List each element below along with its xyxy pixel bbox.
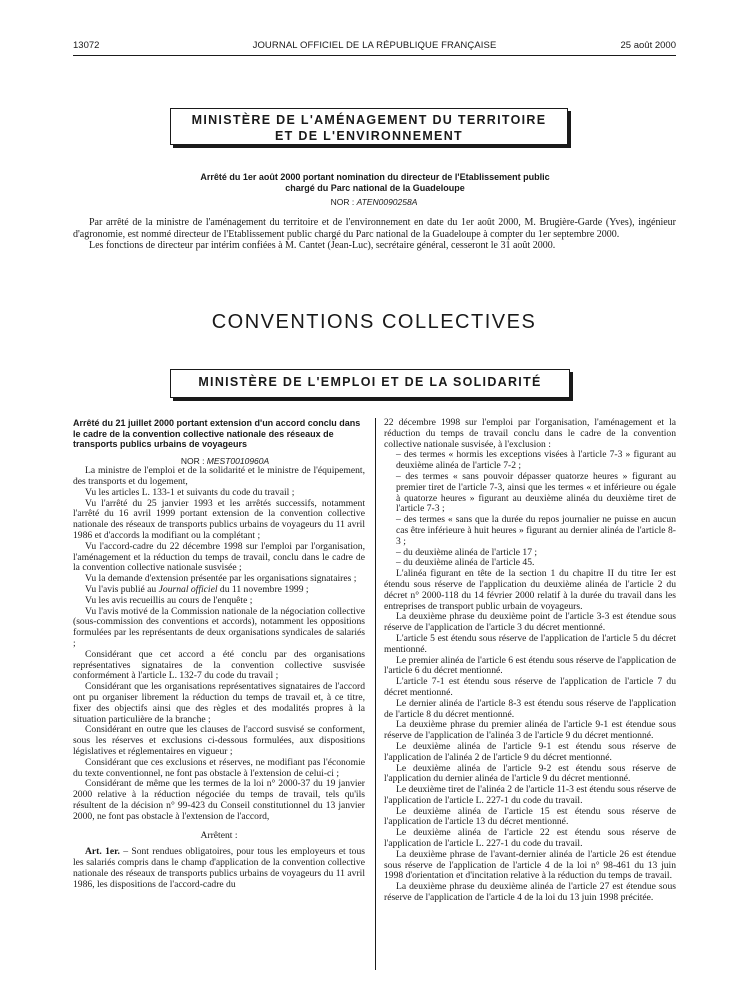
paragraph: L'article 5 est étendu sous réserve de l'application de l'article 5 du décret mentionné.: [384, 632, 676, 655]
header-rule: [73, 55, 676, 56]
article-label: Art. 1er.: [85, 846, 120, 858]
nor-reference-1: [0, 197, 748, 207]
nor-value: ATEN0090258A: [356, 197, 418, 207]
paragraph: Considérant de même que les termes de la loi n° 2000-37 du 19 janvier 2000 relative à la réduction négociée du temps de travail, tels qu'ils résultent de la décision n° 99-423 du Conseil constitutionnel du 13 janvier 2000, ne font pas obstacle à l'extension de l'accord,: [73, 778, 365, 822]
paragraph: L'alinéa figurant en tête de la section 1 du chapitre II du titre Ier est étendu sous réserve de l'application du deuxième alinéa de l'article 2 du décret n° 2000-118 du 14 février 2000 relatif à la durée du travail dans les entreprises de transport public urbain de voyageurs.: [384, 568, 676, 612]
page-header: [73, 40, 676, 54]
journal-title: JOURNAL OFFICIEL DE LA RÉPUBLIQUE FRANÇAISE: [252, 40, 497, 51]
nor-value: MESТ0010960A: [206, 455, 270, 466]
paragraph: Vu les articles L. 133-1 et suivants du code du travail ;: [85, 486, 295, 498]
article-text: – Sont rendues obligatoires, pour tous les employeurs et tous les salariés compris dans le champ d'application de la convention collective nationale des réseaux de transports publics urbains de voyageurs du 11 avril 1986, les dispositions de l'accord-cadre du: [73, 846, 365, 890]
paragraph: Considérant que ces exclusions et réserves, ne modifiant pas l'économie du texte conventionnel, ne font pas obstacle à l'extension de celui-ci ;: [73, 756, 365, 779]
text-span: du 11 novembre 1999 ;: [217, 584, 309, 596]
decree-title-line-1: Arrêté du 1er août 2000 portant nomination du directeur de l'Etablissement public: [200, 172, 550, 182]
article-1: [73, 847, 365, 890]
paragraph: Le deuxième alinéa de l'article 9-2 est étendu sous réserve de l'application du dernier alinéa de l'article 9 du décret mentionné.: [384, 762, 676, 785]
arretent-heading: Arrêtent :: [200, 829, 238, 841]
paragraph: Vu la demande d'extension présentée par les organisations signataires ;: [85, 573, 357, 585]
right-column: [384, 418, 676, 904]
paragraph: Considérant que cet accord a été conclu par des organisations représentatives signataires de la convention collective susvisée conformément à l'article L. 132-7 du code du travail ;: [73, 648, 365, 682]
column-divider: [375, 418, 376, 970]
issue-date: 25 août 2000: [620, 40, 676, 51]
decree-body-nomination: [73, 217, 676, 252]
exclusion-item: – des termes « sans que la durée du repos journalier ne puisse en aucun cas être inférieure à huit heures » figurant au dernier alinéa de l'article 8-3 ;: [396, 514, 676, 547]
paragraph: Vu l'accord-cadre du 22 décembre 1998 sur l'emploi par l'organisation, l'aménagement et la réduction du temps de travail, conclu dans le cadre de la convention collective nationale susvisée ;: [73, 540, 365, 574]
decree-title-nomination: [140, 172, 610, 194]
ministry-line: MINISTÈRE DE L'EMPLOI ET DE LA SOLIDARITÉ: [198, 375, 542, 389]
paragraph: Le deuxième alinéa de l'article 15 est étendu sous réserve de l'application de l'article 13 du décret mentionné.: [384, 805, 676, 828]
text-span: Vu l'avis publié au: [85, 584, 159, 596]
journal-name: Journal officiel: [158, 584, 218, 596]
ministry-line-1: MINISTÈRE DE L'AMÉNAGEMENT DU TERRITOIRE: [191, 113, 547, 127]
section-title: CONVENTIONS COLLECTIVES: [211, 311, 537, 333]
exclusion-item: – du deuxième alinéa de l'article 45.: [396, 557, 535, 569]
paragraph: La deuxième phrase du deuxième point de l'article 3-3 est étendue sous réserve de l'application de l'article 3 du décret mentionné.: [384, 611, 676, 634]
exclusion-item: – des termes « hormis les exceptions visées à l'article 7-3 » figurant au deuxième alinéa de l'article 7-2 ;: [396, 449, 676, 472]
page-number: 13072: [73, 40, 100, 51]
exclusion-item: – du deuxième alinéa de l'article 17 ;: [396, 546, 538, 558]
paragraph: Les fonctions de directeur par intérim confiées à M. Cantet (Jean-Luc), secrétaire général, cesseront le 31 août 2000.: [89, 240, 556, 251]
paragraph: Le deuxième alinéa de l'article 9-1 est étendu sous réserve de l'application de l'alinéa 2 de l'article 9 du décret mentionné.: [384, 740, 676, 763]
nor-label: NOR :: [330, 197, 357, 207]
paragraph: La deuxième phrase du deuxième alinéa de l'article 27 est étendue sous réserve de l'application de l'article 4 de la loi du 13 juin 1998 précitée.: [384, 881, 676, 904]
ministry-heading-environment: [170, 108, 568, 145]
ministry-heading-employment: [170, 369, 570, 398]
paragraph: Le deuxième alinéa de l'article 22 est étendu sous réserve de l'application de l'article L. 227-1 du code du travail.: [384, 827, 676, 850]
paragraph: Le deuxième tiret de l'alinéa 2 de l'article 11-3 est étendu sous réserve de l'application de l'article L. 227-1 du code du travail.: [384, 784, 676, 806]
paragraph: Le dernier alinéa de l'article 8-3 est étendu sous réserve de l'application de l'article 8 du décret mentionné.: [384, 697, 676, 720]
paragraph: Considérant que les organisations représentatives signataires de l'accord ont pu organiser librement la réduction du temps de travail et, à ce titre, fixer des objectifs ainsi que des règles et des modalités propres à la situation particulière de la branche ;: [73, 681, 365, 725]
ministry-line-2: ET DE L'ENVIRONNEMENT: [275, 129, 463, 143]
paragraph: L'article 7-1 est étendu sous réserve de l'application de l'article 7 du décret mentionné.: [384, 676, 676, 698]
paragraph: La deuxième phrase du premier alinéa de l'article 9-1 est étendue sous réserve de l'application de l'alinéa 3 de l'article 9 du décret mentionné.: [384, 719, 676, 742]
paragraph: La ministre de l'emploi et de la solidarité et le ministre de l'équipement, des transports et du logement,: [73, 465, 365, 488]
paragraph: Le premier alinéa de l'article 6 est étendu sous réserve de l'application de l'article 6 du décret mentionné.: [384, 654, 676, 677]
paragraph: Vu l'avis motivé de la Commission nationale de la négociation collective (sous-commission des conventions et accords), notamment les oppositions formulées par les représentants de deux organisations syndicales de salariés ;: [73, 605, 365, 650]
left-column: [73, 418, 365, 891]
paragraph: 22 décembre 1998 sur l'emploi par l'organisation, l'aménagement et la réduction du temps de travail conclu dans le cadre de la convention collective nationale susvisée, à l'exclusion :: [384, 417, 676, 450]
paragraph: Vu l'arrêté du 25 janvier 1993 et les arrêtés successifs, notamment l'arrêté du 16 avril 1999 portant extension de la convention collective nationale des réseaux de transports publics urbains de voyageurs du 11 avril 1986 et d'accords la modifiant ou la complétant ;: [73, 497, 365, 542]
nor-label: NOR :: [180, 455, 207, 466]
decree-title-extension: Arrêté du 21 juillet 2000 portant extension d'un accord conclu dans le cadre de la convention collective nationale des réseaux de transports publics urbains de voyageurs: [73, 418, 361, 449]
decree-title-line-2: chargé du Parc national de la Guadeloupe: [285, 183, 465, 193]
paragraph: Vu les avis recueillis au cours de l'enquête ;: [85, 594, 253, 606]
exclusion-item: – des termes « sans pouvoir dépasser quatorze heures » figurant au premier tiret de l'article 7-3, ainsi que les termes « et inférieure ou égale à quatorze heures » figurant au deuxième alinéa du deuxième tiret de l'article 7-3 ;: [396, 470, 676, 515]
paragraph: Considérant en outre que les clauses de l'accord susvisé se conforment, sous les réserves et exclusions ci-dessous formulées, aux dispositions législatives et réglementaires en vigueur ;: [73, 724, 365, 758]
paragraph: La deuxième phrase de l'avant-dernier alinéa de l'article 26 est étendue sous réserve de l'application de l'article 4 de la loi n° 98-461 du 13 juin 1998 d'orientation et d'incitation relative à la réduction du temps de travail.: [384, 848, 676, 882]
paragraph: Par arrêté de la ministre de l'aménagement du territoire et de l'environnement en date du 1er août 2000, M. Brugière-Garde (Yves), ingénieur d'agronomie, est nommé directeur de l'Etablissement public chargé du Parc national de la Guadeloupe à compter du 1er septembre 2000.: [73, 217, 676, 240]
